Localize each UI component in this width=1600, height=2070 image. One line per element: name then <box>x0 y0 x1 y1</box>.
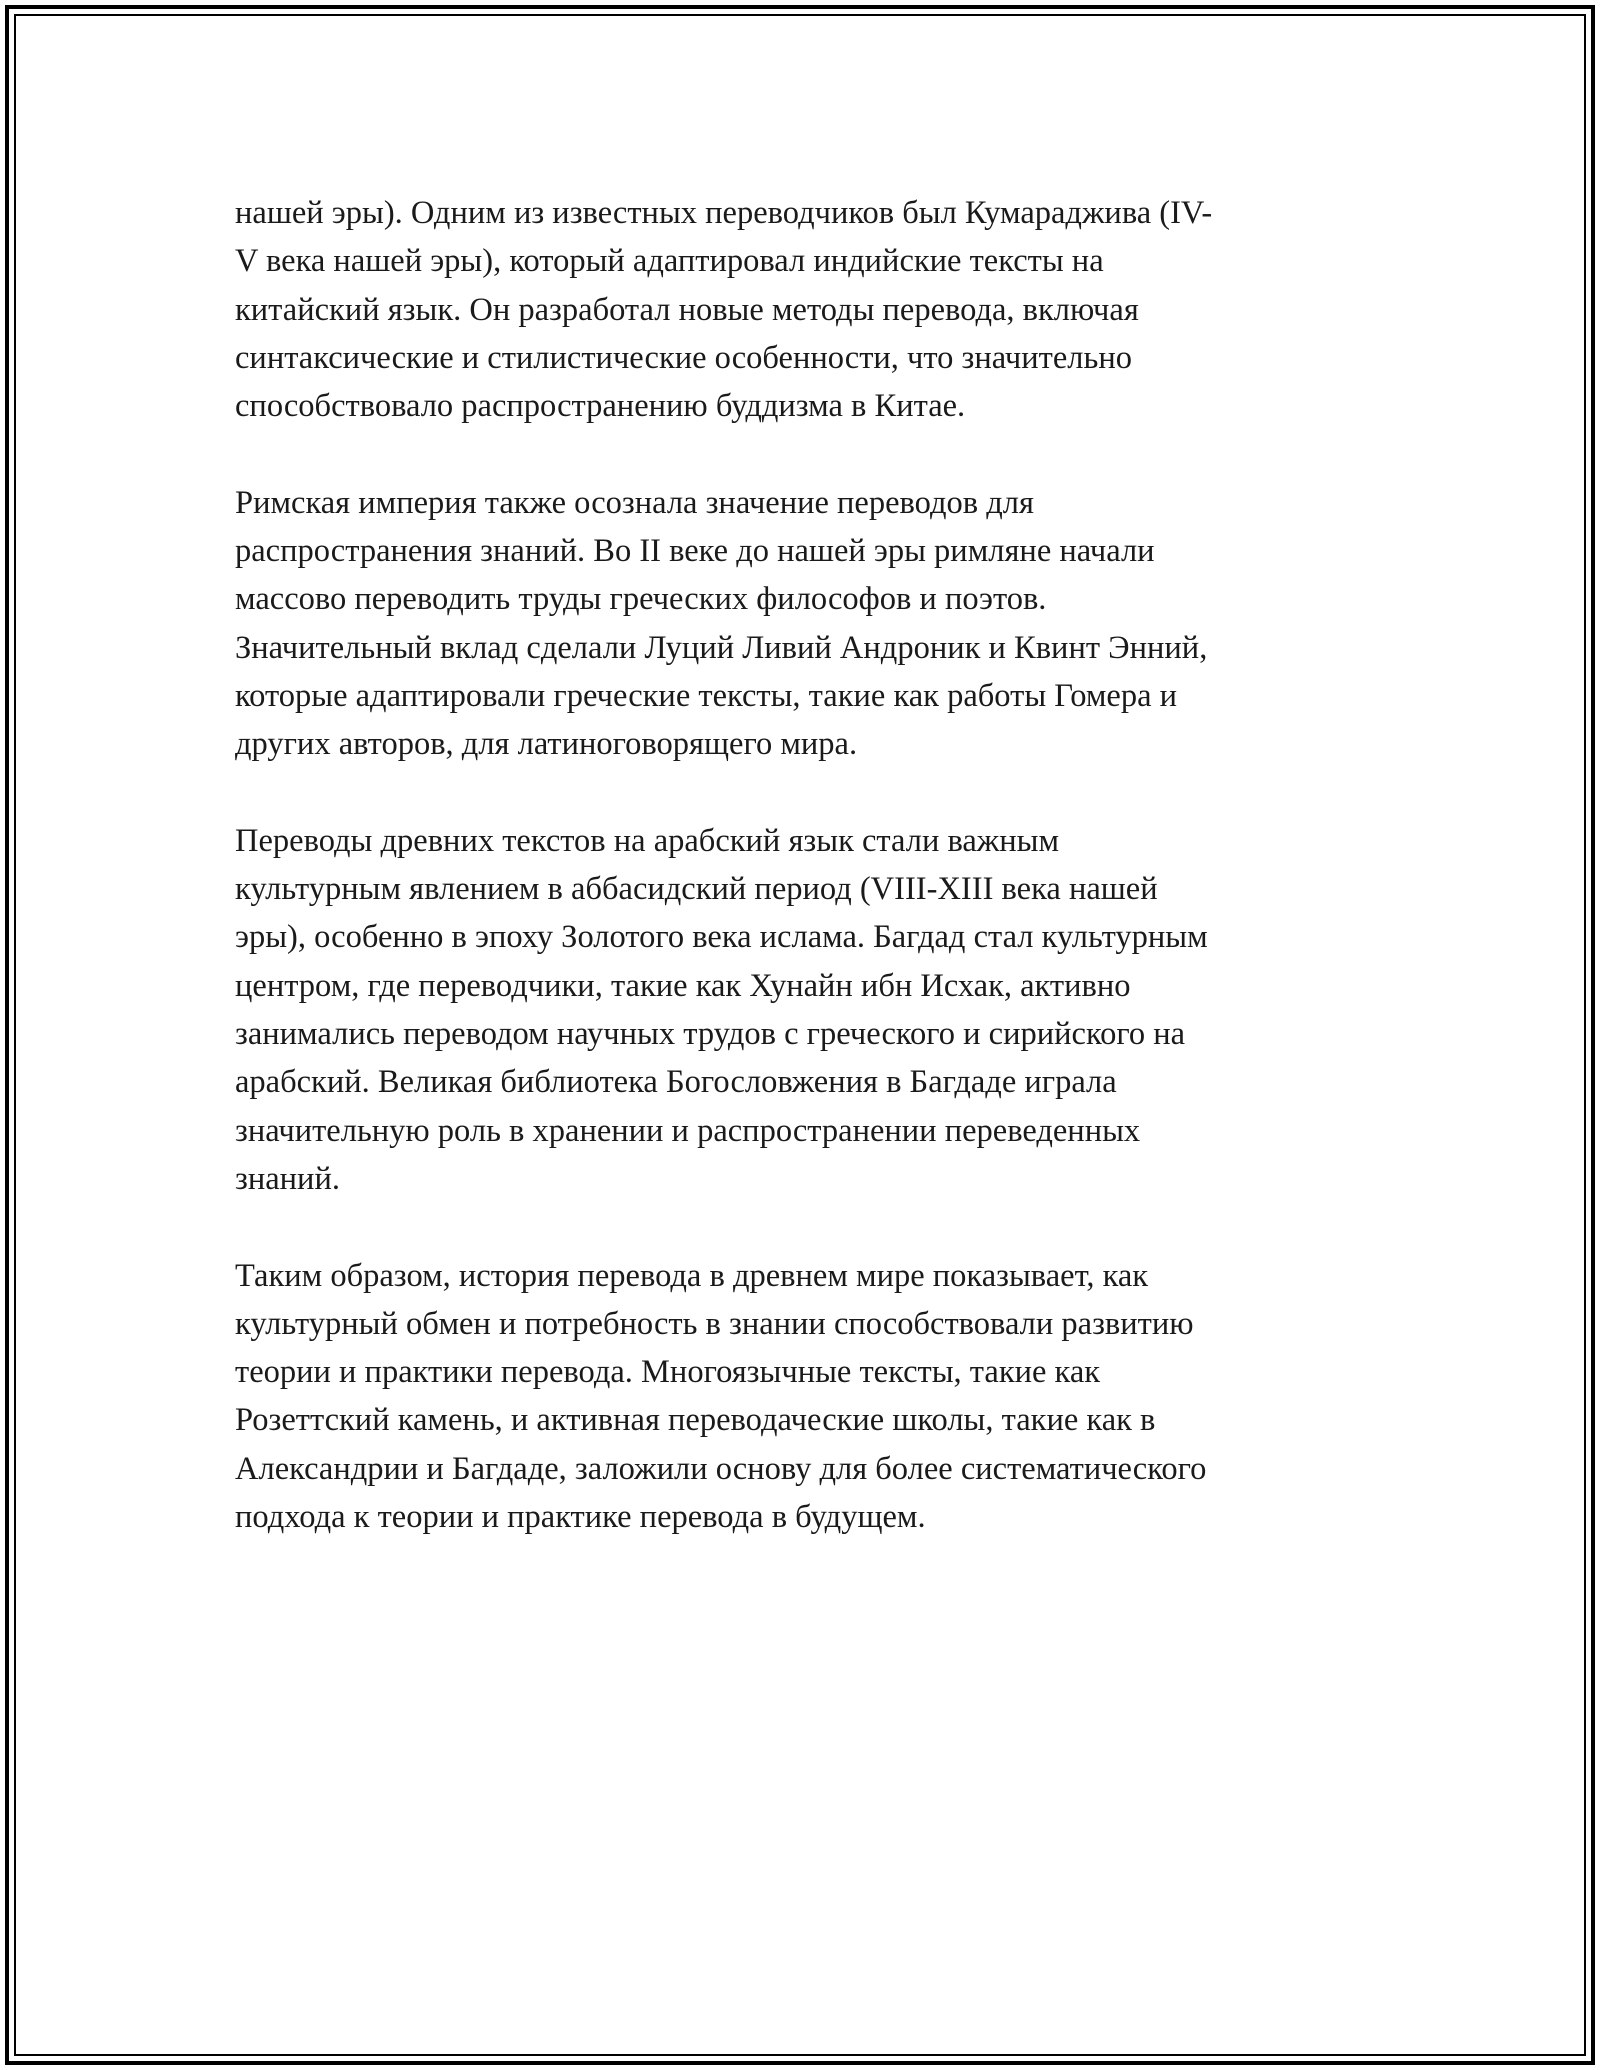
text-line: Розеттский камень, и активная переводаческие школы, такие как в <box>235 1402 1156 1439</box>
paragraph-spacer <box>235 769 1375 817</box>
paragraph-conclusion <box>235 1252 1375 1542</box>
text-line: арабский. Великая библиотека Богословжения в Багдаде играла <box>235 1064 1117 1101</box>
paragraph-arabic-translations <box>235 817 1375 1203</box>
text-line: Римская империя также осознала значение переводов для <box>235 484 1034 521</box>
text-line: центром, где переводчики, такие как Хунайн ибн Исхак, активно <box>235 967 1131 1004</box>
text-line: Таким образом, история перевода в древнем мире показывает, как <box>235 1257 1149 1294</box>
text-line: других авторов, для латиноговорящего мира. <box>235 726 858 763</box>
text-line: знаний. <box>235 1160 340 1197</box>
text-line: значительную роль в хранении и распространении переведенных <box>235 1112 1141 1149</box>
paragraph-kumarajiva <box>235 189 1375 430</box>
text-line: распространения знаний. Во II веке до нашей эры римляне начали <box>235 533 1155 570</box>
text-line: синтаксические и стилистические особенности, что значительно <box>235 339 1132 376</box>
text-line: занимались переводом научных трудов с греческого и сирийского на <box>235 1016 1186 1053</box>
text-line: массово переводить труды греческих философов и поэтов. <box>235 581 1047 618</box>
text-line: культурный обмен и потребность в знании способствовали развитию <box>235 1305 1194 1342</box>
text-line: китайский язык. Он разработал новые методы перевода, включая <box>235 291 1139 328</box>
text-line: Значительный вклад сделали Луций Ливий Андроник и Квинт Энний, <box>235 629 1208 666</box>
paragraph-spacer <box>235 1203 1375 1251</box>
paragraph-spacer <box>235 430 1375 478</box>
text-line: подхода к теории и практике перевода в будущем. <box>235 1499 926 1536</box>
text-line: которые адаптировали греческие тексты, такие как работы Гомера и <box>235 677 1178 714</box>
text-line: Переводы древних текстов на арабский язык стали важным <box>235 822 1060 859</box>
paragraph-roman-empire <box>235 479 1375 769</box>
document-body <box>235 189 1375 1541</box>
text-line: Александрии и Багдаде, заложили основу для более систематического <box>235 1450 1207 1487</box>
text-line: эры), особенно в эпоху Золотого века ислама. Багдад стал культурным <box>235 919 1208 956</box>
text-line: культурным явлением в аббасидский период (VIII-XIII века нашей <box>235 871 1158 908</box>
text-line: теории и практики перевода. Многоязычные тексты, такие как <box>235 1354 1101 1391</box>
text-line: V века нашей эры), который адаптировал индийские тексты на <box>235 243 1104 280</box>
text-line: способствовало распространению буддизма в Китае. <box>235 388 966 425</box>
text-line: нашей эры). Одним из известных переводчиков был Кумараджива (IV- <box>235 195 1213 231</box>
